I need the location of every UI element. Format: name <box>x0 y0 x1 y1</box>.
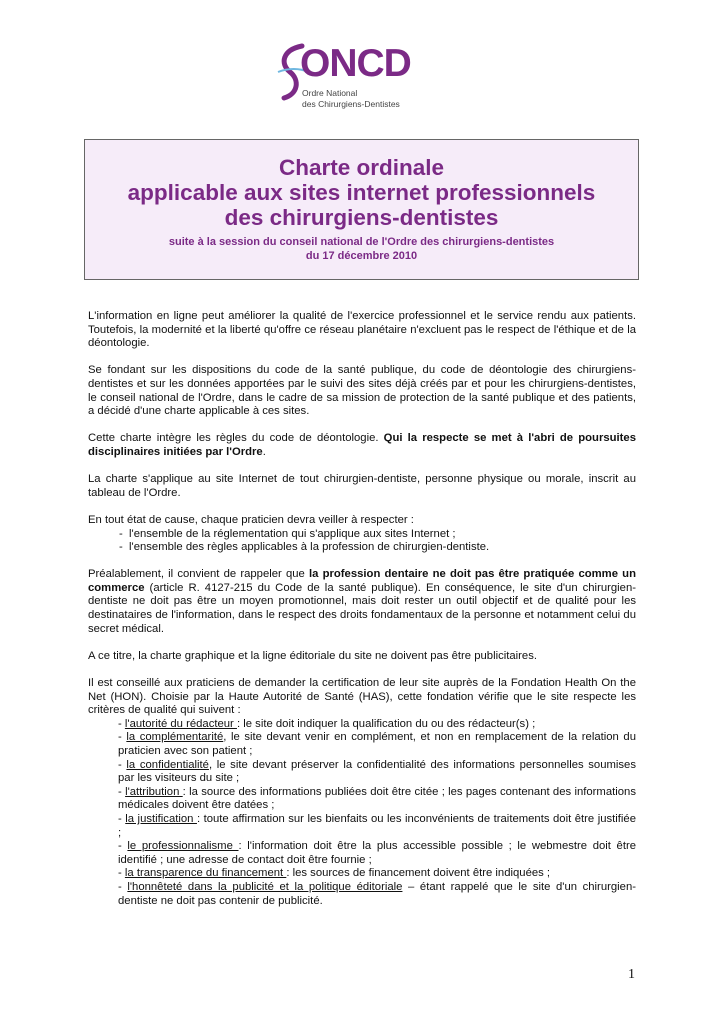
list-item: - la justification : toute affirmation sur les bienfaits ou les inconvénients de traitements doit être justifiée ; <box>118 812 636 839</box>
title-line-1: Charte ordinale <box>278 155 445 180</box>
paragraph-2: Se fondant sur les dispositions du code de la santé publique, du code de déontologie des chirurgiens-dentistes et sur les données apportées par le suivi des sites déjà créés par et pour les chirurgiens-dentistes, le conseil national de l'Ordre, dans le cadre de sa mission de protection de la santé publique et des patients, a décidé d'une charte applicable à ces sites. <box>88 364 636 418</box>
paragraph-3-bold: Qui la respecte se met à l'abri de poursuites disciplinaires initiées par l'Ordre <box>88 432 636 458</box>
list-item: - la transparence du financement : les sources de financement doivent être indiquées ; <box>118 867 551 880</box>
logo-name: ONCD <box>300 42 411 85</box>
list-item: - l'honnêteté dans la publicité et la politique éditoriale – étant rappelé que le site d'un chirurgien-dentiste ne doit pas contenir de publicité. <box>118 880 636 907</box>
paragraph-5: En tout état de cause, chaque praticien devra veiller à respecter : <box>88 513 414 526</box>
paragraph-3 <box>88 432 636 459</box>
list-item: - le professionnalisme : l'information doit être la plus accessible possible ; le webmestre doit être identifié ; une adresse de contact doit être fournie ; <box>118 840 637 866</box>
title-line-2: applicable aux sites internet professionnels <box>127 180 596 205</box>
logo-subtitle-1: Ordre National <box>302 88 358 98</box>
paragraph-8: Il est conseillé aux praticiens de demander la certification de leur site auprès de la Fondation Health On the Net (HON). Choisie par la Haute Autorité de Santé (HAS), cette fondation vérifie que le site respecte les critères de qualité qui suivent : <box>88 677 636 717</box>
logo-subtitle-2: des Chirurgiens-Dentistes <box>302 99 400 109</box>
paragraph-3-text: Cette charte intègre les règles du code de déontologie. <box>88 432 384 445</box>
page-number: 1 <box>628 967 635 982</box>
title-line-3: des chirurgiens-dentistes <box>224 205 499 230</box>
list-item: - l'attribution : la source des informations publiées doit être citée ; les pages contenant des informations médicales doivent être datées ; <box>118 785 636 812</box>
list-item: - la complémentarité, le site devant venir en complément, et non en remplacement de la relation du praticien avec son patient ; <box>118 731 636 757</box>
paragraph-7: A ce titre, la charte graphique et la ligne éditoriale du site ne doivent pas être publicitaires. <box>88 649 538 662</box>
paragraph-4: La charte s'applique au site Internet de tout chirurgien-dentiste, personne physique ou morale, inscrit au tableau de l'Ordre. <box>88 473 636 499</box>
list-item: - la confidentialité, le site devant préserver la confidentialité des informations personnelles soumises par les visiteurs du site ; <box>118 758 636 785</box>
paragraph-1: L'information en ligne peut améliorer la qualité de l'exercice professionnel et le service rendu aux patients. Toutefois, la modernité et la liberté qu'offre ce réseau planétaire n'excluent pas le respect de l'éthique et de la déontologie. <box>88 310 636 350</box>
list-item: - l'ensemble des règles applicables à la profession de chirurgien-dentiste. <box>119 541 490 554</box>
oncd-logo <box>272 42 422 117</box>
paragraph-6: Préalablement, il convient de rappeler que la profession dentaire ne doit pas être pratiquée comme un commerce (article R. 4127-215 du Code de la santé publique). En conséquence, le site d'un chirurgien-dentiste ne doit pas être un moyen promotionnel, mais doit rester un outil objectif et de qualité pour les destinataires de l'information, dans le respect des droits fondamentaux de la personne et notamment celui du secret médical. <box>88 568 636 635</box>
paragraph-3-end: . <box>262 445 266 458</box>
criteria-list <box>88 718 636 908</box>
respect-list <box>88 528 636 555</box>
list-item: - l'ensemble de la réglementation qui s'applique aux sites Internet ; <box>119 527 456 540</box>
paragraph-6-bold: la profession dentaire ne doit pas être pratiquée comme un commerce <box>88 568 636 594</box>
subtitle-line-2: du 17 décembre 2010 <box>305 250 418 262</box>
title-box <box>84 139 639 280</box>
document-body <box>88 310 636 908</box>
list-item: - l'autorité du rédacteur : le site doit indiquer la qualification du ou des rédacteur(s) ; <box>118 717 536 730</box>
subtitle-line-1: suite à la session du conseil national de l'Ordre des chirurgiens-dentistes <box>168 236 555 248</box>
